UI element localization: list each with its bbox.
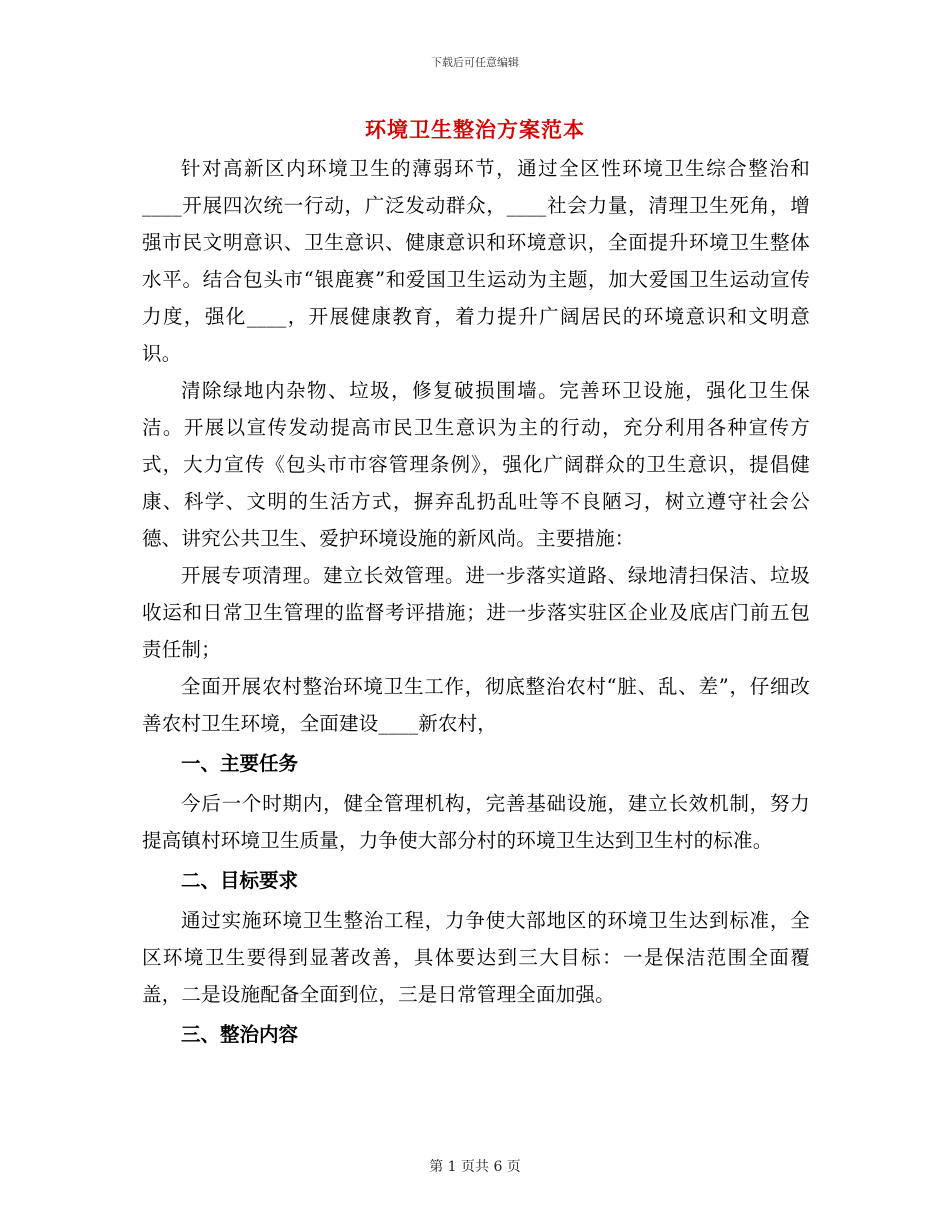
section-heading-goals: 二、目标要求 <box>181 869 299 892</box>
body-paragraph-4: 全面开展农村整治环境卫生工作，彻底整治农村“脏、乱、差”，仔细改善农村卫生环境，全面建设____新农村， <box>142 675 810 735</box>
header-note: 下载后可任意编辑 <box>431 56 519 69</box>
section-text-goals: 通过实施环境卫生整治工程，力争使大部地区的环境卫生达到标准，全区环境卫生要得到显著改善，具体要达到三大目标：一是保洁范围全面覆盖，二是设施配备全面到位，三是日常管理全面加强。 <box>142 909 810 1006</box>
document-title: 环境卫生整治方案范本 <box>365 117 585 142</box>
body-paragraph-2: 清除绿地内杂物、垃圾，修复破损围墙。完善环卫设施，强化卫生保洁。开展以宣传发动提高市民卫生意识为主的行动，充分利用各种宣传方式，大力宣传《包头市市容管理条例》，强化广阔群众的卫生意识，提倡健康、科学、文明的生活方式，摒弃乱扔乱吐等不良陋习，树立遵守社会公德、讲究公共卫生、爱护环境设施的新风尚。主要措施： <box>142 379 810 550</box>
section-heading-content: 三、整治内容 <box>181 1023 299 1046</box>
section-text-main-tasks: 今后一个时期内，健全管理机构，完善基础设施，建立长效机制，努力提高镇村环境卫生质量，力争使大部分村的环境卫生达到卫生村的标准。 <box>142 792 810 852</box>
body-paragraph-1: 针对高新区内环境卫生的薄弱环节，通过全区性环境卫生综合整治和____开展四次统一行动，广泛发动群众，____社会力量，清理卫生死角，增强市民文明意识、卫生意识、健康意识和环境意识，全面提升环境卫生整体水平。结合包头市“银鹿赛”和爱国卫生运动为主题，加大爱国卫生运动宣传力度，强化____，开展健康教育，着力提升广阔居民的环境意识和文明意识。 <box>142 157 810 365</box>
section-heading-main-tasks: 一、主要任务 <box>181 752 299 775</box>
document-body <box>142 150 810 1056</box>
page-footer: 第 1 页共 6 页 <box>429 1159 521 1175</box>
body-paragraph-3: 开展专项清理。建立长效管理。进一步落实道路、绿地清扫保洁、垃圾收运和日常卫生管理的监督考评措施；进一步落实驻区企业及底店门前五包责任制； <box>142 564 810 661</box>
